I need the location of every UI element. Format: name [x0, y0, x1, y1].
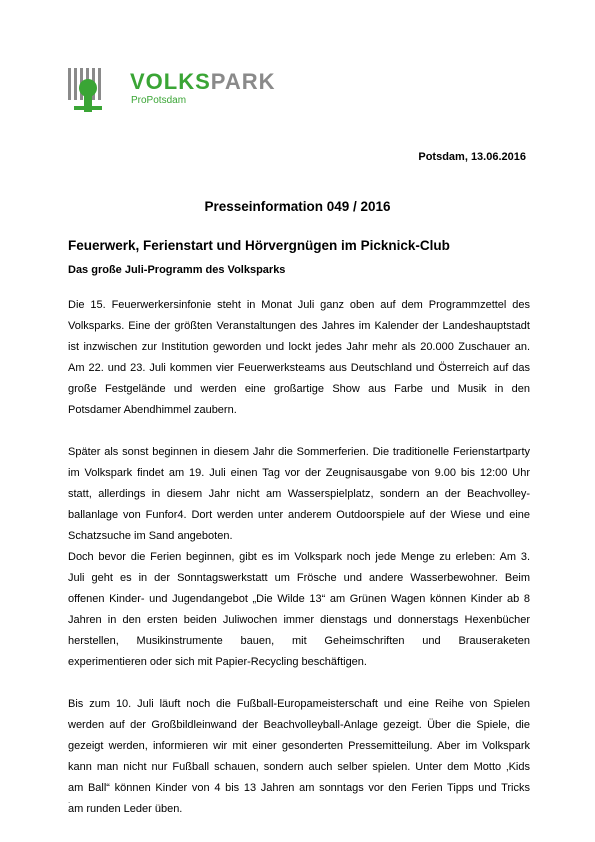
- text-line: Die 15. Feuerwerkersinfonie steht in Monat Juli ganz oben auf dem Programmzettel des: [68, 299, 530, 311]
- press-body: [68, 295, 530, 841]
- logo-word-park: PARK: [210, 69, 276, 94]
- text-line: ballanlage von Funfor4. Dort werden unter anderem Outdoorspiele auf der Wiese und eine: [68, 509, 530, 521]
- text-line: Jahren in den ersten beiden Juliwochen immer dienstags und donnerstags Hexenbücher: [68, 614, 530, 626]
- text-line: im Volkspark findet am 19. Juli einen Tag vor der Zeugnisausgabe von 9.00 bis 12:00 Uhr: [68, 467, 530, 479]
- paragraph-feuerwerk: [68, 295, 530, 421]
- text-line: ist inzwischen zur Institution geworden und lockt jedes Jahr mehr als 20.000 Zuschauer an.: [68, 341, 530, 353]
- text-line: werden auf der Großbildleinwand der Beachvolleyball-Anlage gezeigt. Über die Spiele, die: [68, 719, 530, 731]
- logo-word-volks: VOLKS: [130, 69, 211, 94]
- text-line: statt, allerdings in diesem Jahr nicht am Wasserspielplatz, sondern an der Beachvolley-: [68, 488, 530, 500]
- text-line: Doch bevor die Ferien beginnen, gibt es im Volkspark noch jede Menge zu erleben: Am 3.: [68, 551, 530, 563]
- press-title: Presseinformation 049 / 2016: [204, 199, 391, 214]
- text-line: herstellen, Musikinstrumente bauen, mit Geheimschriften und Brauseraketen: [68, 635, 530, 647]
- text-line: Potsdamer Abendhimmel zaubern.: [68, 404, 237, 416]
- paragraph-fussball: [68, 694, 530, 820]
- subheadline: Das große Juli-Programm des Volksparks: [68, 264, 286, 276]
- logo-bars-icon: [68, 68, 104, 112]
- logo-subtitle: ProPotsdam: [131, 95, 187, 106]
- text-line: experimentieren oder sich mit Papier-Recycling beschäftigen.: [68, 656, 367, 668]
- press-date: Potsdam, 13.06.2016: [418, 151, 526, 163]
- text-line: kann man nicht nur Fußball schauen, sondern auch selber spielen. Unter dem Motto ‚Kids: [68, 761, 530, 773]
- paragraph-ferienstart: [68, 442, 530, 547]
- text-line: gezeigt werden, informieren wir mit einer gesonderten Pressemitteilung. Aber im Volkspark: [68, 740, 530, 752]
- text-line: Bis zum 10. Juli läuft noch die Fußball-Europameisterschaft und eine Reihe von Spielen: [68, 698, 530, 710]
- text-line: Am 22. und 23. Juli kommen vier Feuerwerksteams aus Deutschland und Österreich auf das: [68, 362, 530, 374]
- text-line: offenen Kinder- und Jugendangebot „Die Wilde 13“ am Grünen Wagen können Kinder ab 8: [68, 593, 530, 605]
- text-line: Juli geht es in der Sonntagswerkstatt um Frösche und andere Wasserbewohner. Beim: [68, 572, 530, 584]
- volkspark-logo: [68, 68, 276, 112]
- paragraph-juli-programm: [68, 547, 530, 673]
- text-line: am runden Leder üben.: [68, 803, 183, 815]
- headline: Feuerwerk, Ferienstart und Hörvergnügen im Picknick-Club: [68, 238, 450, 253]
- text-line: am Ball“ können Kinder von 4 bis 13 Jahren am sonntags vor den Ferien Tipps und Tricks: [68, 782, 530, 794]
- footer-mark: .: [68, 796, 71, 805]
- text-line: Volksparks. Eine der größten Veranstaltungen des Jahres im Kalender der Landeshauptstadt: [68, 320, 530, 332]
- logo-wordmark: [130, 69, 276, 95]
- text-line: Schatzsuche im Sand angeboten.: [68, 530, 233, 542]
- text-line: Später als sonst beginnen in diesem Jahr die Sommerferien. Die traditionelle Ferienstartparty: [68, 446, 530, 458]
- text-line: große Festgelände und werden eine großartige Show aus Farbe und Musik in den: [68, 383, 530, 395]
